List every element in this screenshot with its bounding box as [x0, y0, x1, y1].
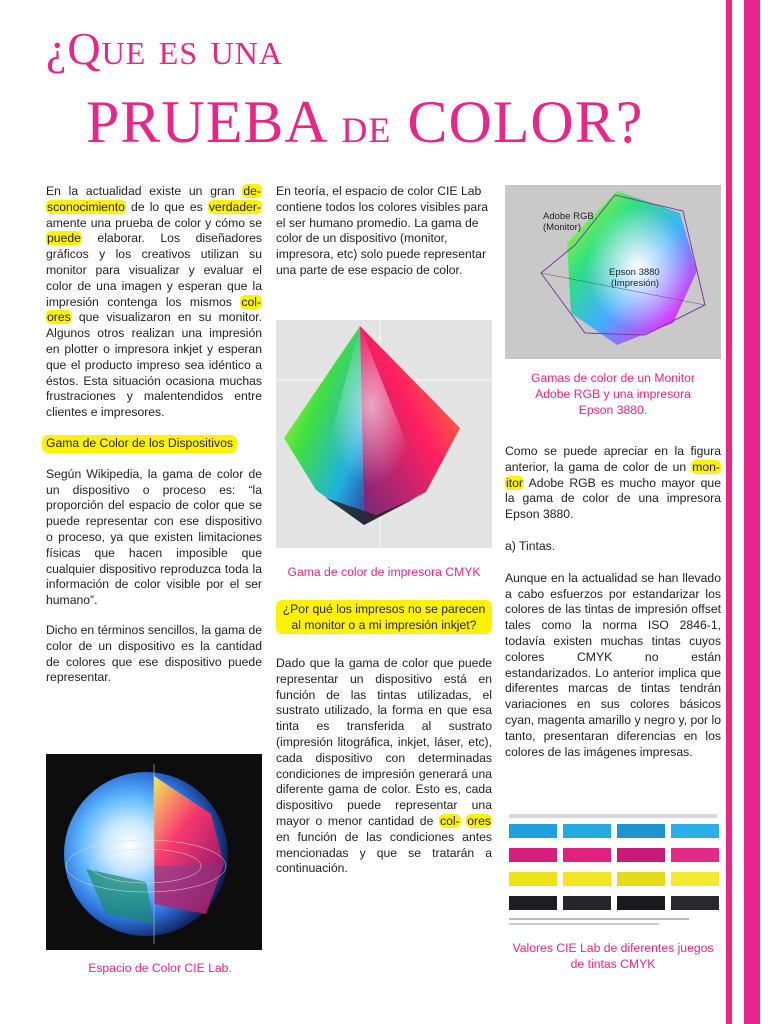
- cyan-swatch-row: [509, 824, 719, 838]
- yellow-swatch-row: [509, 872, 719, 886]
- gamut-paragraph-block: [276, 656, 492, 891]
- cmyk-gamut-caption: Gama de color de impresora CMYK: [287, 565, 481, 579]
- ink-swatches-image: [505, 808, 721, 934]
- gamut-comparison-image: [505, 185, 721, 359]
- intro-paragraph: En la actualidad existe un gran de- sconocimiento de lo que es verdader- amente una prueba de color y cómo se puede elaborar. Los diseñadores gráficos y los creativos utilizan su monitor para visualizar y evaluar el color de una imagen y esperan que la impresión contenga los mismos col- ores que visualizaron en su monitor. Algunos otros realizan una impresión en plotter o impresora inkjet y esperan que el producto impreso sea idéntico a éstos. Esta situación ocasiona muchas frustraciones y malentendidos entre clientes e impresores.: [46, 184, 262, 420]
- gamut-comparison-caption: Gamas de color de un Monitor Adobe RGB y una impresora Epson 3880.: [531, 371, 695, 417]
- epson-label: Epson 3880: [609, 267, 660, 278]
- question-heading: ¿Por qué los impresos no se parecen al monitor o a mi impresión inkjet?: [276, 600, 492, 634]
- summary-paragraph: Dicho en términos sencillos, la gama de color de un dispositivo es la cantidad de colores que ese dispositivo puede representar.: [46, 622, 262, 685]
- adobe-rgb-sublabel: (Monitor): [543, 222, 582, 233]
- gamut-paragraph: Dado que la gama de color que puede representar un dispositivo está en función de las tintas utilizadas, el sustrato utilizado, la forma en que esa tinta es transferida al sustrato (impresión litográfica, inkjet, láser, etc), cada dispositivo con determinadas condiciones de impresión generará una diferente gama de color. Esto es, cada dispositivo puede representar una mayor o menor cantidad de col- ores en función de las condiciones antes mencionadas y que se tratarán a continuación.: [276, 656, 492, 876]
- column-1: [46, 184, 262, 700]
- comparison-paragraph: Como se puede apreciar en la figura anterior, la gama de color de un mon- itor Adobe RGB es mucho mayor que la gama de color de una impresora Epson 3880.: [505, 444, 721, 522]
- column-3: [505, 444, 721, 774]
- adobe-rgb-label: Adobe RGB: [543, 211, 594, 222]
- inks-paragraph: Aunque en la actualidad se han llevado a cabo esfuerzos por estandarizar los colores de las tintas de impresión offset tales como la norma ISO 2846-1, todavía existen muchas tintas cuyos colores CMYK no están estandarizados. Lo anterior implica que diferentes marcas de tintas tendrán variaciones en sus colores básicos cyan, magenta amarillo y negro y, por lo tanto, presentaran diferencias en los colores de las imágenes impresas.: [505, 570, 721, 759]
- ink-swatches-caption: Valores CIE Lab de diferentes juegos de tintas CMYK: [512, 941, 714, 971]
- cie-lab-sphere-image: [46, 754, 262, 950]
- black-swatch-row: [509, 896, 719, 910]
- cie-lab-caption: Espacio de Color CIE Lab.: [88, 961, 232, 975]
- theory-paragraph: En teoría, el espacio de color CIE Lab contiene todos los colores visibles para el ser humano promedio. La gama de color de un dispositivo (monitor, impresora, etc) solo puede representar una parte de ese espacio de color.: [276, 184, 489, 277]
- accent-bar-thick: [744, 0, 760, 1024]
- section-heading: Gama de Color de los Dispositivos: [42, 435, 262, 453]
- cmyk-gamut-image: [276, 320, 492, 548]
- inks-heading: a) Tintas.: [505, 538, 556, 553]
- title-line-2: PRUEBA de COLOR?: [86, 89, 644, 155]
- epson-sublabel: (Impresión): [611, 278, 660, 289]
- accent-bar-thin: [726, 0, 732, 1024]
- wikipedia-paragraph: Según Wikipedia, la gama de color de un dispositivo o proceso es: “la proporción del espacio de color que se puede representar con ese dispositivo o proceso, ya que existen limitaciones físicas que hacen imposible que cualquier dispositivo reproduzca toda la información de color visible por el ser humano”.: [46, 466, 262, 608]
- magenta-swatch-row: [509, 848, 719, 862]
- column-2: [276, 184, 492, 293]
- title-line-1: ¿Que es una: [46, 23, 283, 74]
